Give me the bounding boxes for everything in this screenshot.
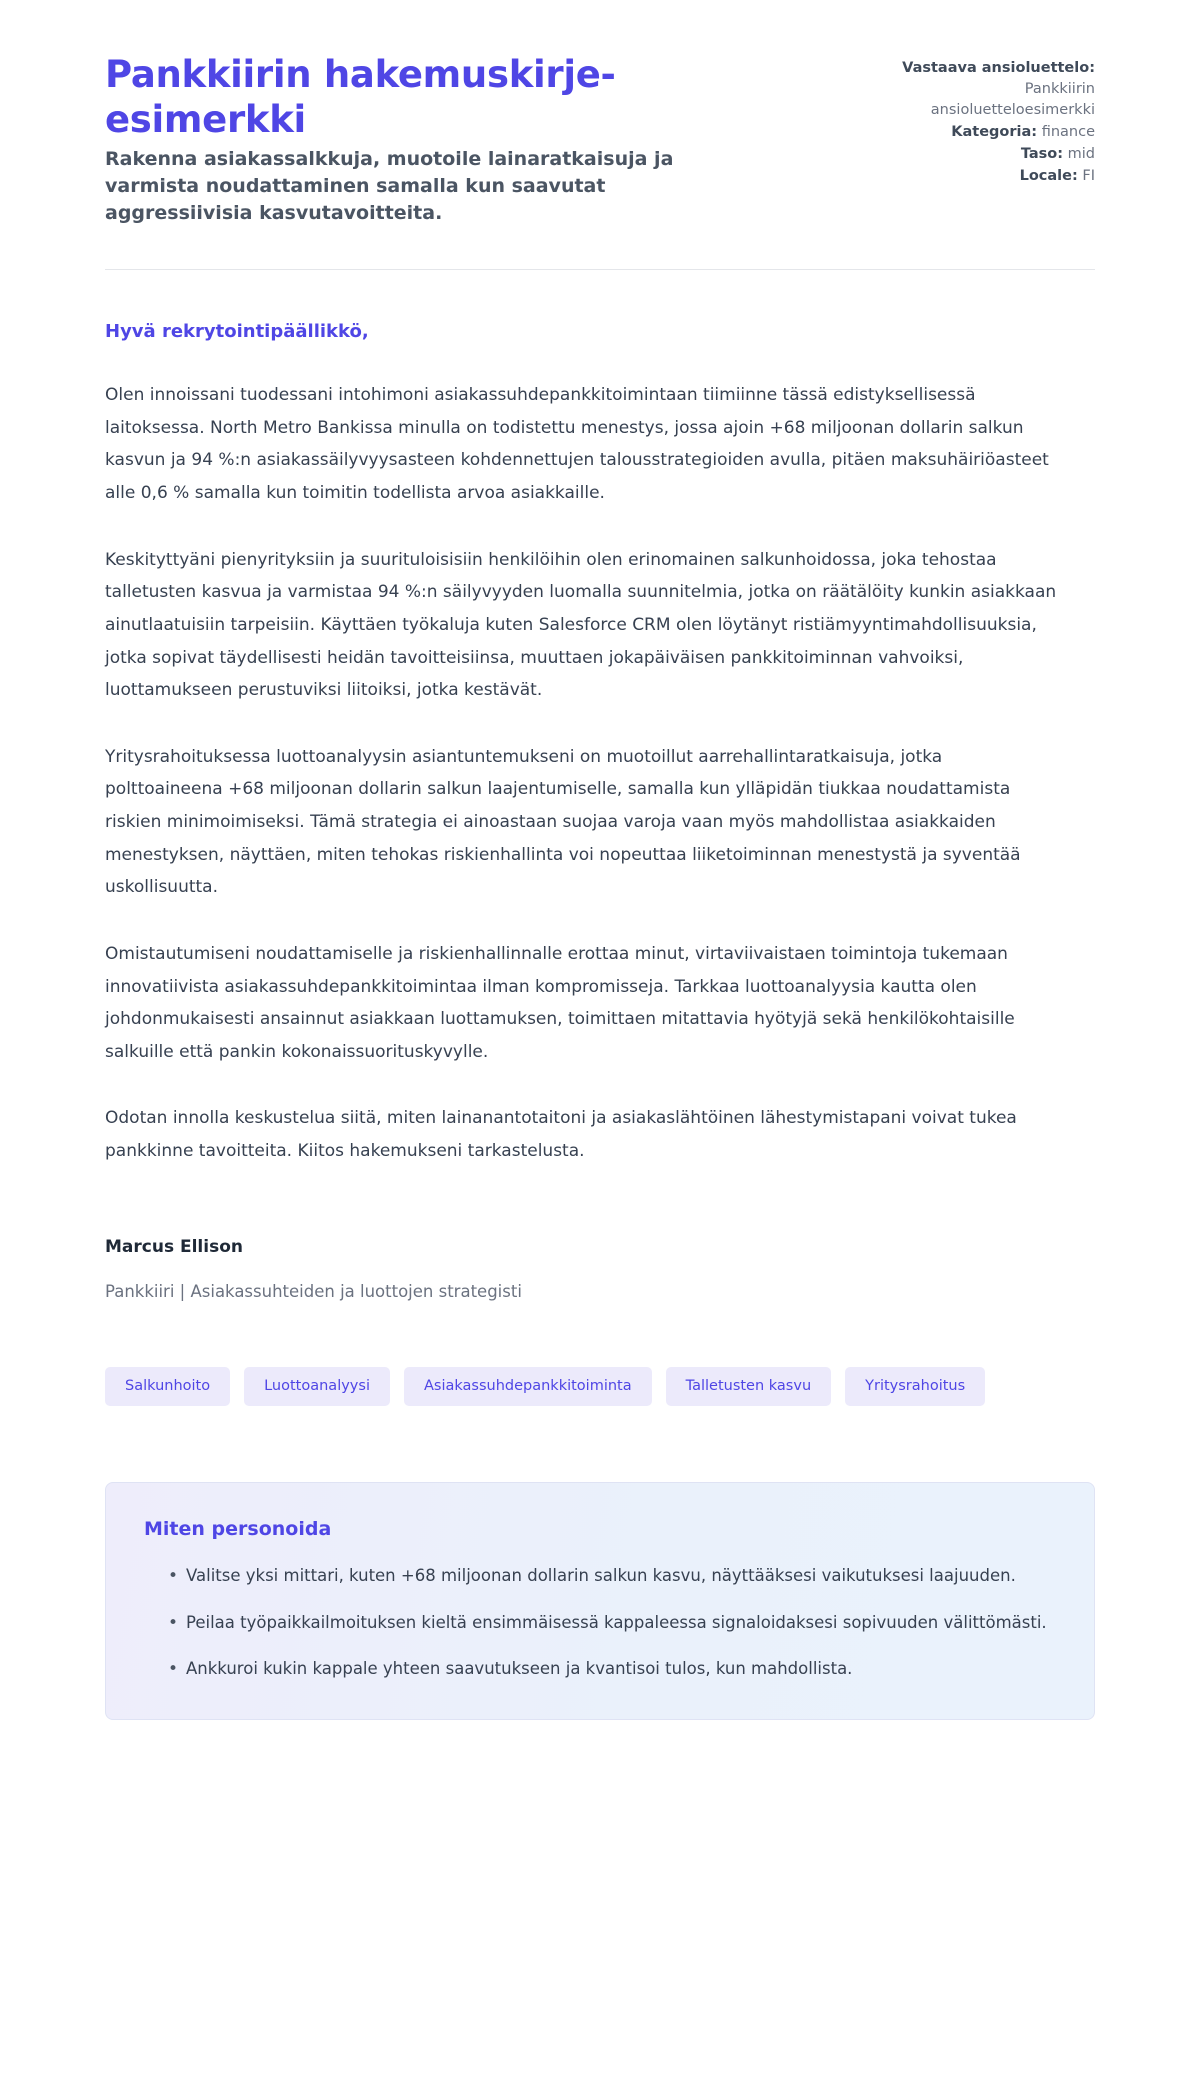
document-header — [0, 0, 1200, 227]
tag-chip[interactable]: Talletusten kasvu — [666, 1367, 832, 1406]
callout-title: Miten personoida — [144, 1517, 332, 1540]
signature-block — [0, 1234, 1200, 1306]
meta-locale — [865, 166, 1095, 187]
callout-list-item: • Ankkuroi kukin kappale yhteen saavutukseen ja kvantisoi tulos, kun mahdollista. — [168, 1654, 1056, 1685]
tag-list — [0, 1367, 1200, 1406]
letter-salutation: Hyvä rekrytointipäällikkö, — [105, 321, 369, 343]
signature-role: Pankkiiri | Asiakassuhteiden ja luottojen strategisti — [105, 1281, 522, 1301]
meta-related-cv — [865, 58, 1095, 121]
meta-category — [865, 122, 1095, 143]
letter-paragraph: Olen innoissani tuodessani intohimoni asiakassuhdepankkitoimintaan tiimiinne tässä edistyksellisessä laitoksessa. North Metro Bankissa minulla on todistettu menestys, jossa ajoin +68 miljoonan dollarin salkun kasvun ja 94 %:n asiakassäilyvyysasteen kohdennettujen talousstrategioiden avulla, pitäen maksuhäiriöasteet alle 0,6 % samalla kun toimitin todellista arvoa asiakkaille. — [105, 385, 1049, 504]
meta-locale-label: Locale: — [1019, 168, 1078, 185]
tag-chip[interactable]: Luottoanalyysi — [244, 1367, 390, 1406]
callout-list-item: • Peilaa työpaikkailmoituksen kieltä ensimmäisessä kappaleessa signaloidaksesi sopivuuden välittömästi. — [168, 1608, 1056, 1639]
letter-paragraph: Odotan innolla keskustelua siitä, miten lainanantotaitoni ja asiakaslähtöinen lähestymistapani voivat tukea pankkinne tavoitteita. Kiitos hakemukseni tarkastelusta. — [105, 1108, 1017, 1162]
meta-level — [865, 144, 1095, 165]
meta-category-value: finance — [1041, 124, 1095, 141]
tag-chip[interactable]: Salkunhoito — [105, 1367, 230, 1406]
header-title-block — [105, 52, 805, 227]
callout-list-item: • Valitse yksi mittari, kuten +68 miljoonan dollarin salkun kasvu, näyttääksesi vaikutuksesi laajuuden. — [168, 1561, 1056, 1592]
header-divider — [105, 269, 1095, 270]
tag-chip[interactable]: Yritysrahoitus — [845, 1367, 985, 1406]
letter-paragraph: Keskityttyäni pienyrityksiin ja suurituloisisiin henkilöihin olen erinomainen salkunhoidossa, joka tehostaa talletusten kasvua ja varmistaa 94 %:n säilyvyyden luomalla suunnitelmia, jotka on räätälöity kunkin asiakkaan ainutlaatuisiin tarpeisiin. Käyttäen työkaluja kuten Salesforce CRM olen löytänyt ristiämyyntimahdollisuuksia, jotka sopivat täydellisesti heidän tavoitteisiinsa, muuttaen jokapäiväisen pankkitoiminnan vahvoiksi, luottamukseen perustuviksi liitoiksi, jotka kestävät. — [105, 549, 1057, 701]
how-to-personalize-callout — [105, 1482, 1095, 1720]
meta-category-label: Kategoria: — [951, 124, 1038, 141]
meta-locale-value: FI — [1082, 168, 1095, 185]
signature-name: Marcus Ellison — [105, 1236, 243, 1257]
cover-letter-body — [0, 318, 1200, 1168]
tag-chip[interactable]: Asiakassuhdepankkitoiminta — [404, 1367, 652, 1406]
letter-paragraph: Yritysrahoituksessa luottoanalyysin asiantuntemukseni on muotoillut aarrehallintaratkaisuja, jotka polttoaineena +68 miljoonan dollarin salkun laajentumiselle, samalla kun ylläpidän tiukkaa noudattamista riskien minimoimiseksi. Tämä strategia ei ainoastaan suojaa varoja vaan myös mahdollistaa asiakkaiden menestyksen, näyttäen, miten tehokas riskienhallinta voi nopeuttaa liiketoiminnan menestystä ja syventää uskollisuutta. — [105, 746, 1021, 898]
page-bottom-spacer — [0, 1720, 1200, 1810]
page-title: Pankkiirin hakemuskirje-esimerkki — [105, 53, 616, 142]
meta-level-value: mid — [1067, 146, 1095, 163]
page-subtitle: Rakenna asiakassalkkuja, muotoile lainaratkaisuja ja varmista noudattaminen samalla kun saavutat aggressiivisia kasvutavoitteita. — [105, 148, 674, 225]
letter-paragraph: Omistautumiseni noudattamiselle ja riskienhallinnalle erottaa minut, virtaviivaistaen toimintoja tukemaan innovatiivista asiakassuhdepankkitoimintaa ilman kompromisseja. Tarkkaa luottoanalyysia kautta olen johdonmukaisesti ansainnut asiakkaan luottamuksen, toimittaen mitattavia hyötyjä sekä henkilökohtaisille salkuille että pankin kokonaissuorituskyvylle. — [105, 943, 1015, 1062]
meta-related-cv-value: Pankkiirin ansioluetteloesimerkki — [930, 81, 1095, 119]
meta-level-label: Taso: — [1020, 146, 1064, 163]
header-metadata — [865, 52, 1095, 188]
meta-related-cv-label: Vastaava ansioluettelo: — [902, 60, 1095, 76]
callout-list — [144, 1561, 1056, 1685]
